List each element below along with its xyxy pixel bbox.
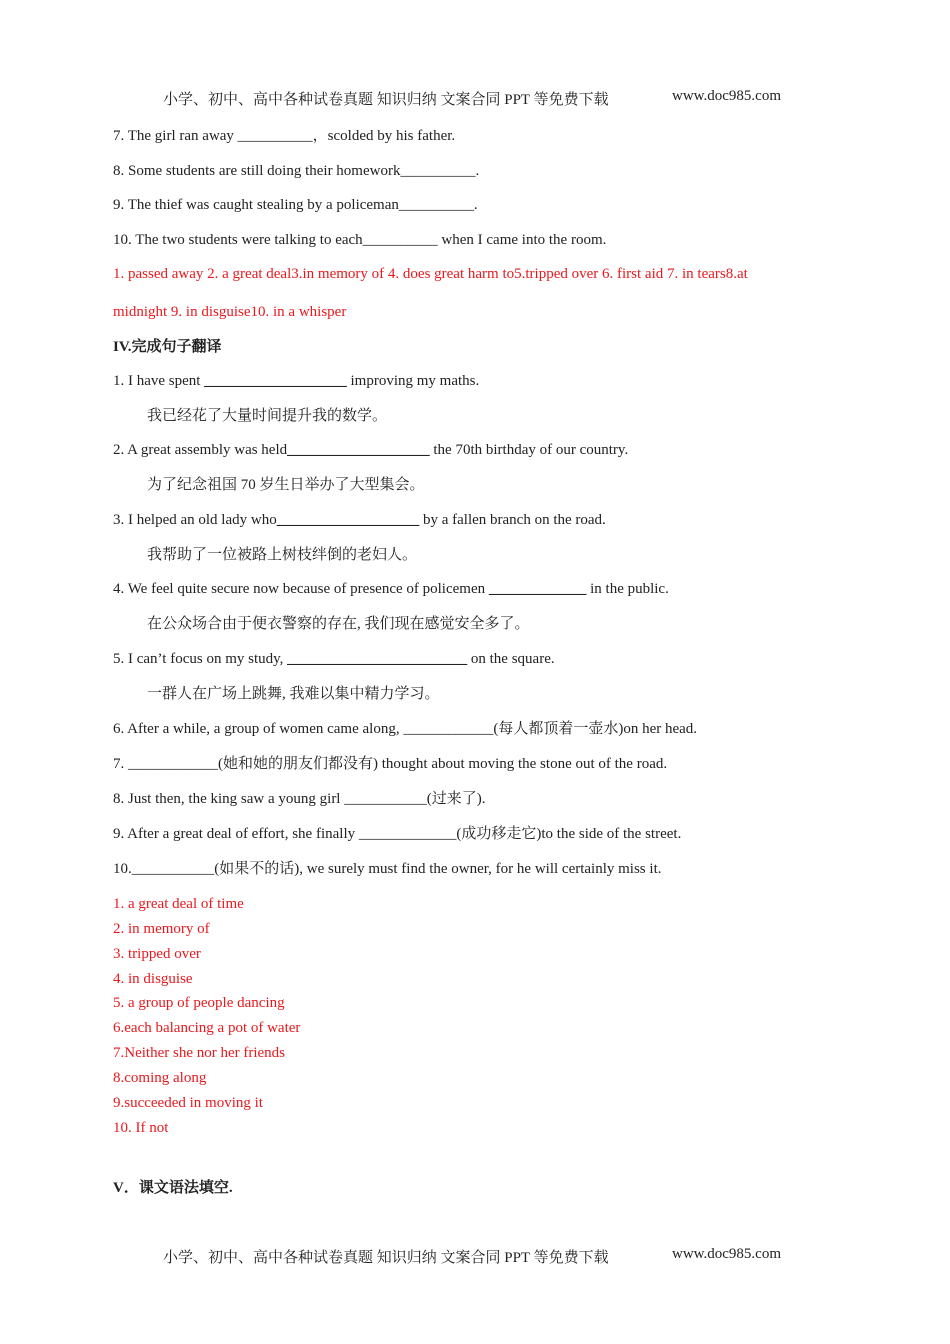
question-9: 9. The thief was caught stealing by a policeman__________. <box>113 197 478 213</box>
q3-chinese: 我帮助了一位被路上树枝绊倒的老妇人。 <box>147 547 418 563</box>
q2-blank: ___________________ <box>287 442 430 458</box>
header-text: 小学、初中、高中各种试卷真题 知识归纳 文案合同 PPT 等免费下载 <box>163 92 609 108</box>
question-7: 7. The girl ran away __________，scolded by his father. <box>113 128 456 144</box>
answer-key-line-2: midnight 9. in disguise10. in a whisper <box>113 304 347 320</box>
q3-blank: ___________________ <box>276 512 420 528</box>
answer-key-line-1: 1. passed away 2. a great deal3.in memory of 4. does great harm to5.tripped over 6. first aid 7. in tears8.at <box>113 266 748 282</box>
footer-url: www.doc985.com <box>672 1246 782 1262</box>
answer-item: 2. in memory of <box>113 921 210 937</box>
q1-chinese: 我已经花了大量时间提升我的数学。 <box>147 408 388 424</box>
header-url: www.doc985.com <box>672 88 782 104</box>
q1-text-before: 1. I have spent <box>113 373 205 389</box>
translation-question-2 <box>113 440 628 460</box>
q1-text-after: improving my maths. <box>346 373 480 389</box>
q4-blank: _____________ <box>488 581 587 597</box>
answer-item: 1. a great deal of time <box>113 896 244 912</box>
q5-chinese: 一群人在广场上跳舞, 我难以集中精力学习。 <box>147 686 440 702</box>
answer-item: 4. in disguise <box>113 971 193 987</box>
q2-chinese: 为了纪念祖国 70 岁生日举办了大型集会。 <box>147 477 425 493</box>
translation-question-1 <box>113 371 479 391</box>
translation-question-6: 6. After a while, a group of women came along, ____________(每人都顶着一壶水)on her head. <box>113 721 698 737</box>
q2-text-after: the 70th birthday of our country. <box>429 442 629 458</box>
translation-question-10: 10.___________(如果不的话), we surely must find the owner, for he will certainly miss it. <box>113 861 662 877</box>
q2-text-before: 2. A great assembly was held <box>113 442 288 458</box>
answer-item: 7.Neither she nor her friends <box>113 1045 286 1061</box>
section-title-v: V．课文语法填空. <box>113 1180 233 1196</box>
q3-text-before: 3. I helped an old lady who <box>113 512 277 528</box>
answer-item: 5. a group of people dancing <box>113 995 285 1011</box>
q5-text-after: on the square. <box>467 651 555 667</box>
q5-text-before: 5. I can’t focus on my study, <box>113 651 288 667</box>
translation-question-5 <box>113 649 555 669</box>
translation-question-4 <box>113 579 669 599</box>
q4-chinese: 在公众场合由于便衣警察的存在, 我们现在感觉安全多了。 <box>147 616 530 632</box>
section-title-iv: IV.完成句子翻译 <box>113 339 222 355</box>
q1-blank: ___________________ <box>204 373 347 389</box>
translation-question-9: 9. After a great deal of effort, she finally _____________(成功移走它)to the side of the street. <box>113 826 682 842</box>
translation-question-8: 8. Just then, the king saw a young girl ___________(过来了). <box>113 791 486 807</box>
answer-item: 8.coming along <box>113 1070 207 1086</box>
question-8: 8. Some students are still doing their homework__________. <box>113 163 480 179</box>
footer-text: 小学、初中、高中各种试卷真题 知识归纳 文案合同 PPT 等免费下载 <box>163 1250 609 1266</box>
q5-blank: ________________________ <box>287 651 468 667</box>
answer-item: 10. If not <box>113 1120 169 1136</box>
answer-item: 9.succeeded in moving it <box>113 1095 263 1111</box>
translation-question-3 <box>113 510 606 530</box>
q4-text-after: in the public. <box>586 581 669 597</box>
q4-text-before: 4. We feel quite secure now because of presence of policemen <box>113 581 489 597</box>
answer-item: 3. tripped over <box>113 946 201 962</box>
question-10: 10. The two students were talking to each__________ when I came into the room. <box>113 232 607 248</box>
answer-item: 6.each balancing a pot of water <box>113 1020 301 1036</box>
q3-text-after: by a fallen branch on the road. <box>419 512 606 528</box>
translation-question-7: 7. ____________(她和她的朋友们都没有) thought about moving the stone out of the road. <box>113 756 668 772</box>
